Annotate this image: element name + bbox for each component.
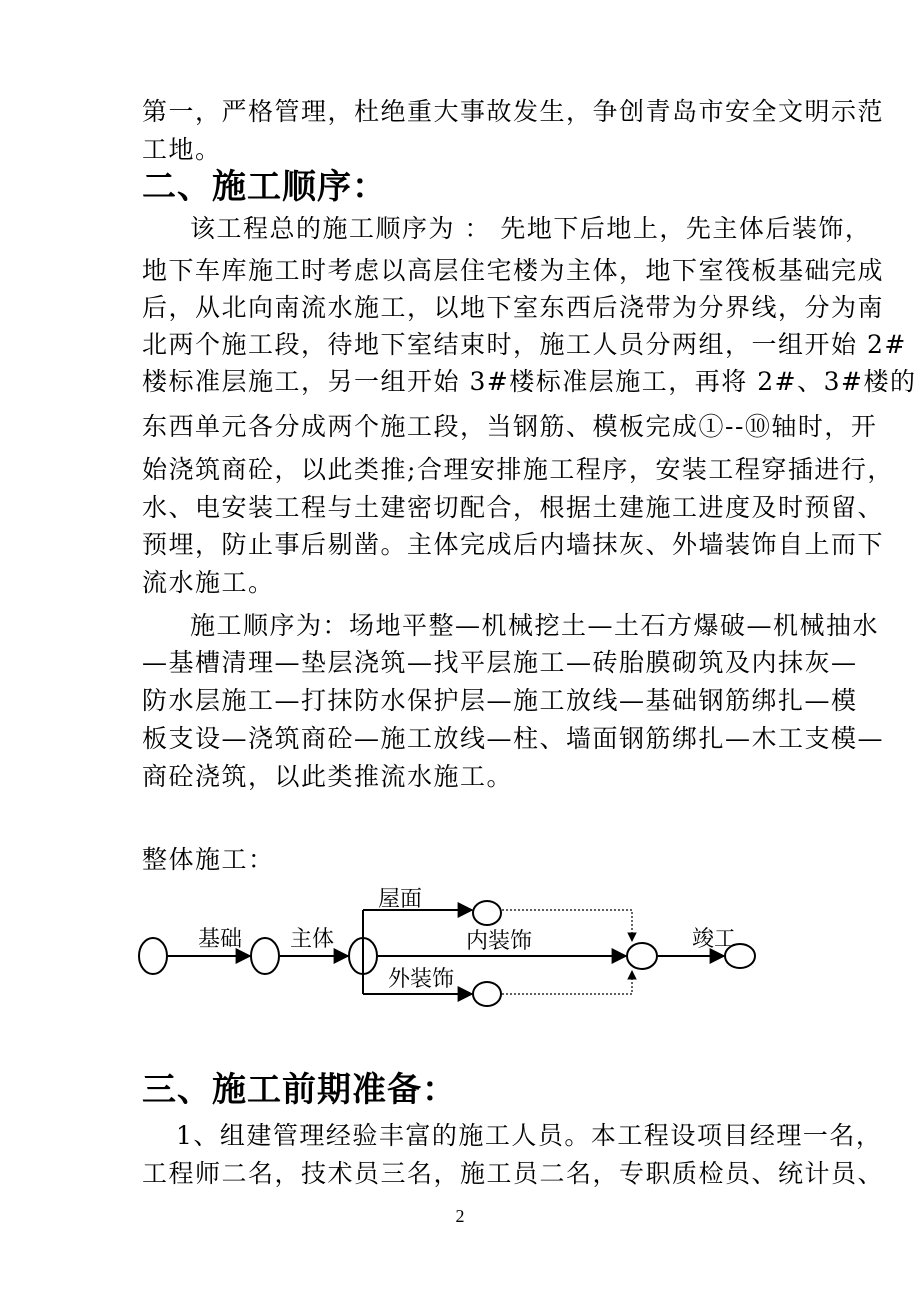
text-line: 水、电安装工程与土建密切配合，根据土建施工进度及时预留、 bbox=[142, 493, 885, 522]
text-line: 东西单元各分成两个施工段，当钢筋、模板完成①--⑩轴时，开 bbox=[142, 412, 878, 441]
text-line: 板支设—浇筑商砼—施工放线—柱、墙面钢筋绑扎—木工支模— bbox=[142, 724, 885, 753]
text-line: 商砼浇筑，以此类推流水施工。 bbox=[142, 762, 514, 791]
construction-flow-diagram bbox=[132, 880, 782, 1020]
text-line: 地下车库施工时考虑以高层住宅楼为主体，地下室筏板基础完成 bbox=[142, 256, 885, 285]
text-line: 工地。 bbox=[142, 135, 222, 164]
text-line: —基槽清理—垫层浇筑—找平层施工—砖胎膜砌筑及内抹灰— bbox=[142, 648, 858, 677]
exterior-node bbox=[473, 982, 501, 1006]
exterior-label: 外装饰 bbox=[388, 967, 455, 992]
text-line: 该工程总的施工顺序为 ： 先地下后地上，先主体后装饰， bbox=[190, 214, 872, 243]
section-heading: 二、施工顺序： bbox=[142, 167, 387, 207]
interior-label: 内装饰 bbox=[466, 929, 533, 954]
roof-label: 屋面 bbox=[378, 887, 423, 912]
page-number: 2 bbox=[455, 1206, 465, 1226]
foundation-label: 基础 bbox=[198, 927, 243, 952]
text-line: 防水层施工—打抹防水保护层—施工放线—基础钢筋绑扎—模 bbox=[142, 686, 858, 715]
text-line: 北两个施工段，待地下室结束时，施工人员分两组，一组开始 2# bbox=[142, 330, 907, 359]
text-line: 1、组建管理经验丰富的施工人员。本工程设项目经理一名， bbox=[176, 1121, 883, 1150]
exterior-dummy-arrow bbox=[502, 971, 632, 994]
overall-construction-label: 整体施工： bbox=[142, 845, 275, 874]
text-line: 预埋，防止事后剔凿。主体完成后内墙抹灰、外墙装饰自上而下 bbox=[142, 530, 885, 559]
text-line: 施工顺序为：场地平整—机械挖土—土石方爆破—机械抽水 bbox=[190, 611, 880, 640]
foundation-node bbox=[251, 938, 279, 974]
roof-node bbox=[473, 901, 501, 925]
text-line: 流水施工。 bbox=[142, 568, 275, 597]
text-line: 始浇筑商砼，以此类推;合理安排施工程序，安装工程穿插进行， bbox=[142, 455, 894, 484]
main-body-label: 主体 bbox=[290, 927, 335, 952]
merge-node bbox=[627, 943, 657, 969]
section-heading: 三、施工前期准备： bbox=[142, 1070, 457, 1110]
start-node bbox=[139, 938, 167, 974]
text-line: 后，从北向南流水施工，以地下室东西后浇带为分界线，分为南 bbox=[142, 293, 885, 322]
completion-label: 竣工 bbox=[692, 927, 737, 952]
text-line: 工程师二名，技术员三名，施工员二名，专职质检员、统计员、 bbox=[142, 1159, 885, 1188]
text-line: 第一，严格管理，杜绝重大事故发生，争创青岛市安全文明示范 bbox=[142, 97, 885, 126]
text-line: 楼标准层施工，另一组开始 3#楼标准层施工，再将 2#、3#楼的 bbox=[142, 367, 917, 396]
